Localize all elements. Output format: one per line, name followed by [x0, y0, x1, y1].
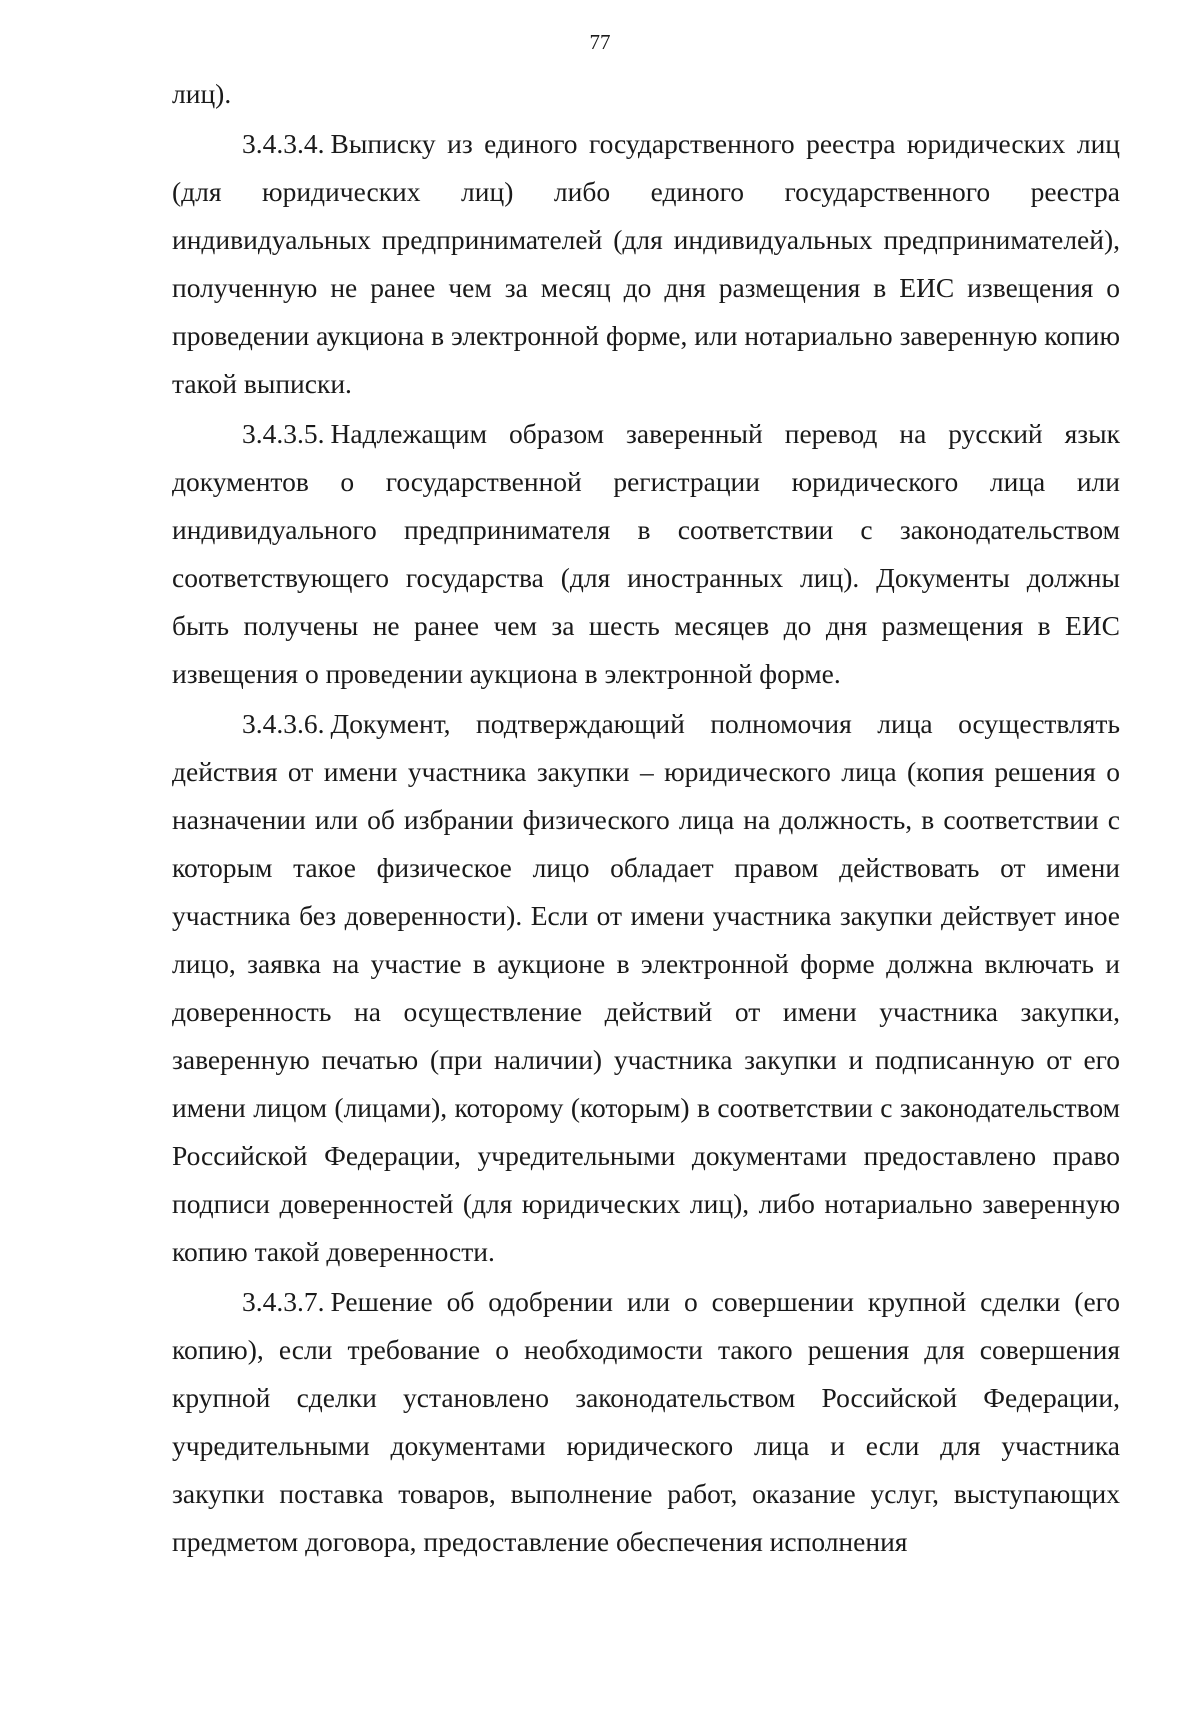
paragraph-3-4-3-7: [172, 1278, 1120, 1566]
paragraph-continuation: [172, 70, 1120, 118]
paragraph-number: 3.4.3.7.: [242, 1286, 325, 1317]
paragraph-number: 3.4.3.5.: [242, 418, 325, 449]
paragraph-number: 3.4.3.4.: [242, 128, 325, 159]
page-number: 77: [589, 30, 611, 54]
paragraph-3-4-3-4: [172, 120, 1120, 408]
paragraph-text: лиц).: [172, 78, 232, 109]
document-body: [172, 70, 1120, 1566]
paragraph-text: Документ, подтверждающий полномочия лица осуществлять действия от имени участника закупки – юридического лица (копия решения о назначении или об избрании физического лица на должность, в соответствии с которым такое физическое лицо обладает правом действовать от имени участника без доверенности). Если от имени участника закупки действует иное лицо, заявка на участие в аукционе в электронной форме должна включать и доверенность на осуществление действий от имени участника закупки, заверенную печатью (при наличии) участника закупки и подписанную от его имени лицом (лицами), которому (которым) в соответствии с законодательством Российской Федерации, учредительными документами предоставлено право подписи доверенностей (для юридических лиц), либо нотариально заверенную копию такой доверенности.: [172, 708, 1120, 1267]
paragraph-text: Решение об одобрении или о совершении крупной сделки (его копию), если требование о необходимости такого решения для совершения крупной сделки установлено законодательством Российской Федерации, учредительными документами юридического лица и если для участника закупки поставка товаров, выполнение работ, оказание услуг, выступающих предметом договора, предоставление обеспечения исполнения: [172, 1286, 1120, 1557]
paragraph-3-4-3-5: [172, 410, 1120, 698]
paragraph-text: Выписку из единого государственного реестра юридических лиц (для юридических лиц) либо единого государственного реестра индивидуальных предпринимателей (для индивидуальных предпринимателей), полученную не ранее чем за месяц до дня размещения в ЕИС извещения о проведении аукциона в электронной форме, или нотариально заверенную копию такой выписки.: [172, 128, 1120, 399]
paragraph-number: 3.4.3.6.: [242, 708, 325, 739]
paragraph-text: Надлежащим образом заверенный перевод на русский язык документов о государственной регистрации юридического лица или индивидуального предпринимателя в соответствии с законодательством соответствующего государства (для иностранных лиц). Документы должны быть получены не ранее чем за шесть месяцев до дня размещения в ЕИС извещения о проведении аукциона в электронной форме.: [172, 418, 1120, 689]
paragraph-3-4-3-6: [172, 700, 1120, 1276]
